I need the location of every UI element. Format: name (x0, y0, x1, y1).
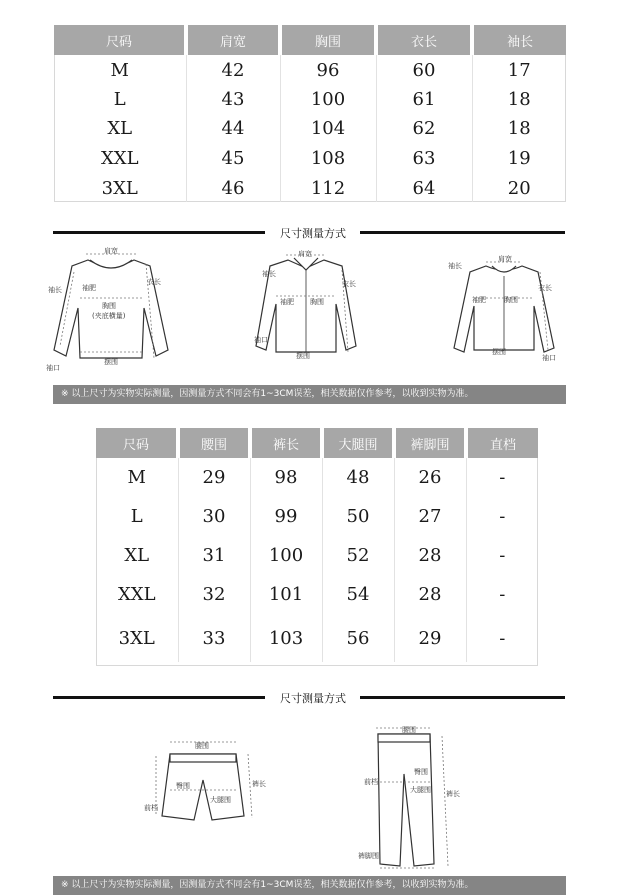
label-waist: 腰围 (402, 726, 416, 734)
section-title-tops: 尺寸测量方式 (280, 227, 346, 240)
note-bar-pants: ※ 以上尺寸为实物实际测量，因测量方式不同会有1~3CM误差，相关数据仅作参考，以收到实物为准。 (53, 876, 566, 895)
label-chest: 胸围 (504, 296, 518, 304)
table-cell: 26 (394, 458, 466, 496)
table-cell: M (96, 458, 178, 496)
table-cell: 28 (394, 574, 466, 614)
header-thigh: 大腿围 (322, 428, 394, 458)
table-cell: XL (96, 536, 178, 574)
table-cell: M (54, 55, 186, 85)
table-row (54, 85, 566, 113)
table-cell: 29 (394, 614, 466, 662)
header-leg-opening: 裤脚围 (394, 428, 466, 458)
table-cell: 60 (376, 55, 472, 85)
header-size: 尺码 (96, 428, 178, 458)
table-cell: 62 (376, 113, 472, 143)
label-leg-opening: 裤脚围 (358, 852, 379, 860)
table-cell: XL (54, 113, 186, 143)
header-rise: 直档 (466, 428, 538, 458)
table-cell: 32 (178, 574, 250, 614)
label-sleeve-width: 袖肥 (82, 284, 96, 292)
table-cell: 3XL (96, 614, 178, 662)
table-cell: 100 (280, 85, 376, 113)
label-cuff: 袖口 (46, 364, 60, 372)
table-row (54, 143, 566, 174)
table-cell: - (499, 627, 506, 649)
label-sleeve: 袖长 (448, 262, 462, 270)
pants-diagram (330, 722, 470, 874)
table-cell: 44 (186, 113, 280, 143)
label-waist: 腰围 (195, 742, 209, 750)
table-row (96, 614, 538, 662)
section-divider-left (53, 696, 265, 699)
label-cuff: 袖口 (254, 336, 268, 344)
table-cell: - (499, 544, 506, 566)
table-cell: 18 (507, 117, 531, 139)
header-pant-length: 裤长 (250, 428, 322, 458)
table-row (96, 536, 538, 574)
table-cell: 52 (322, 536, 394, 574)
table-row (96, 458, 538, 496)
table-cell: 108 (280, 143, 376, 174)
table-cell: 3XL (54, 174, 186, 202)
table-cell: 56 (322, 614, 394, 662)
table-cell: 104 (280, 113, 376, 143)
table-cell: 112 (280, 174, 376, 202)
section-divider-left (53, 231, 265, 234)
label-body-length: 衣长 (538, 284, 552, 292)
label-front-rise: 前档 (364, 778, 378, 786)
table-row (54, 113, 566, 143)
table-cell: 33 (178, 614, 250, 662)
table-cell: L (96, 496, 178, 536)
table-cell: 63 (376, 143, 472, 174)
table-cell: 19 (507, 148, 531, 169)
table-cell: 103 (250, 614, 322, 662)
label-hem: 摆围 (492, 348, 506, 356)
label-sleeve-width: 袖肥 (280, 298, 294, 306)
header-length: 衣长 (376, 25, 472, 55)
section-divider-right (360, 231, 565, 234)
table-cell: L (54, 85, 186, 113)
table-row (54, 174, 566, 202)
table-cell: XXL (96, 574, 178, 614)
shorts-diagram (140, 736, 270, 834)
label-sleeve-width: 袖肥 (472, 296, 486, 304)
table-cell: 29 (178, 458, 250, 496)
table-cell: 27 (394, 496, 466, 536)
label-shoulder: 肩宽 (104, 247, 118, 255)
label-cuff: 袖口 (542, 354, 556, 362)
label-length: 裤长 (252, 780, 266, 788)
label-thigh: 大腿围 (210, 796, 231, 804)
table-cell: 48 (322, 458, 394, 496)
top-size-table (54, 25, 566, 202)
sweater-diagram (46, 246, 176, 376)
label-chest: 胸围 (102, 302, 116, 310)
header-waist: 腰围 (178, 428, 250, 458)
table-cell: 99 (250, 496, 322, 536)
section-divider-right (360, 696, 565, 699)
label-shoulder: 肩宽 (298, 250, 312, 258)
table-cell: 42 (186, 55, 280, 85)
header-sleeve: 袖长 (472, 25, 566, 55)
table-cell: 101 (250, 574, 322, 614)
label-hem: 摆围 (296, 352, 310, 360)
label-body-length: 衣长 (342, 280, 356, 288)
note-bar-tops: ※ 以上尺寸为实物实际测量，因测量方式不同会有1~3CM误差，相关数据仅作参考，以收到实物为准。 (53, 385, 566, 404)
table-cell: - (499, 583, 506, 605)
table-cell: 45 (186, 143, 280, 174)
label-hem: 摆围 (104, 358, 118, 366)
table-cell: 28 (394, 536, 466, 574)
table-cell: 98 (250, 458, 322, 496)
table-cell: 31 (178, 536, 250, 574)
table-cell: 50 (322, 496, 394, 536)
table-cell: 61 (376, 85, 472, 113)
label-hip: 臀围 (176, 782, 190, 790)
table-cell: - (499, 505, 506, 527)
jacket-diagram (442, 254, 566, 364)
table-cell: 18 (507, 88, 531, 110)
label-chest-note: (夹底横量) (92, 312, 126, 320)
label-thigh: 大腿围 (410, 786, 431, 794)
section-title-pants: 尺寸测量方式 (280, 692, 346, 705)
table-cell: 20 (507, 177, 531, 199)
bottom-table-header-row (96, 428, 538, 458)
table-cell: 30 (178, 496, 250, 536)
header-shoulder: 肩宽 (186, 25, 280, 55)
label-hip: 臀围 (414, 768, 428, 776)
label-chest: 胸围 (310, 298, 324, 306)
label-front-rise: 前档 (144, 804, 158, 812)
bottom-size-table (96, 428, 538, 662)
table-cell: 96 (280, 55, 376, 85)
table-cell: 100 (250, 536, 322, 574)
table-cell: 64 (376, 174, 472, 202)
header-chest: 胸围 (280, 25, 376, 55)
table-cell: - (499, 466, 506, 488)
table-cell: 43 (186, 85, 280, 113)
label-shoulder: 肩宽 (498, 255, 512, 263)
header-size: 尺码 (54, 25, 186, 55)
top-table-header-row (54, 25, 566, 55)
shirt-diagram (248, 248, 366, 360)
table-row (96, 496, 538, 536)
table-row (96, 574, 538, 614)
label-body-length: 衣长 (147, 278, 161, 286)
table-row (54, 55, 566, 85)
label-sleeve: 袖长 (262, 270, 276, 278)
table-cell: 54 (322, 574, 394, 614)
table-cell: 46 (186, 174, 280, 202)
table-cell: 17 (507, 59, 531, 81)
label-length: 裤长 (446, 790, 460, 798)
label-sleeve: 袖长 (48, 286, 62, 294)
table-cell: XXL (54, 143, 186, 174)
